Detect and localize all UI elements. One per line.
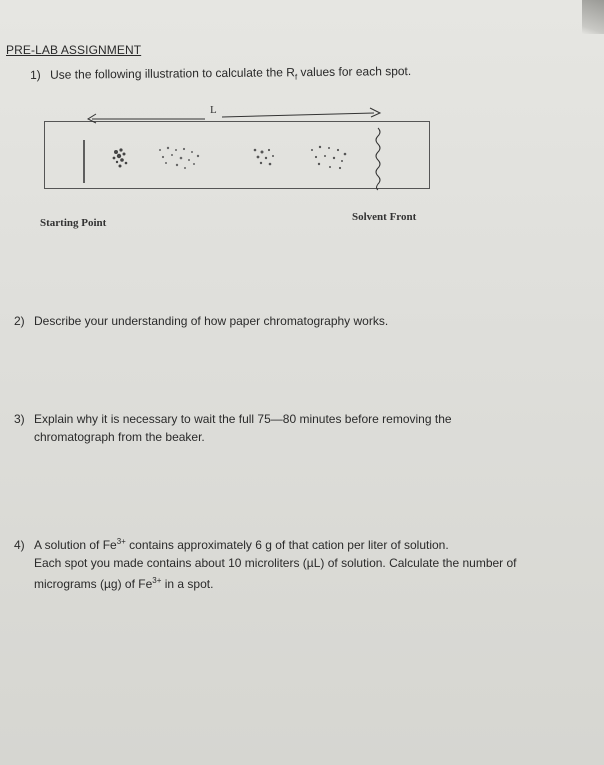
question-4-line-3a: micrograms (µg) of Fe <box>34 577 153 591</box>
question-2-text: Describe your understanding of how paper chromatography works. <box>34 314 389 328</box>
length-arrow <box>88 108 380 123</box>
question-1-subscript: f <box>294 72 298 82</box>
starting-point-label: Starting Point <box>40 217 107 229</box>
spot-4 <box>311 146 346 169</box>
solvent-front-label: Solvent Front <box>352 211 417 223</box>
question-4-superscript-1: 3+ <box>116 537 126 546</box>
question-1-text-b: values for each spot. <box>297 64 412 80</box>
question-1-text-a: Use the following illustration to calculate the R <box>50 65 295 82</box>
page-heading: PRE-LAB ASSIGNMENT <box>6 43 142 57</box>
question-3 <box>14 410 554 446</box>
question-1-number: 1) <box>30 67 41 82</box>
length-label: L <box>210 104 217 116</box>
question-3-line-1: Explain why it is necessary to wait the full 75—80 minutes before removing the <box>34 412 452 426</box>
question-2 <box>14 312 388 330</box>
question-4-line-3b: in a spot. <box>161 577 214 591</box>
solvent-front-line <box>376 128 380 190</box>
question-4-superscript-2: 3+ <box>152 576 162 585</box>
question-4 <box>14 533 599 593</box>
question-4-line-2: Each spot you made contains about 10 microliters (µL) of solution. Calculate the number of <box>34 556 517 570</box>
question-2-number: 2) <box>14 314 25 328</box>
question-4-number: 4) <box>14 538 25 552</box>
spot-1 <box>113 148 128 167</box>
question-4-line-1b: contains approximately 6 g of that cation per liter of solution. <box>125 538 449 552</box>
question-3-number: 3) <box>14 412 25 426</box>
spot-2 <box>159 147 199 169</box>
question-3-line-2: chromatograph from the beaker. <box>34 430 205 444</box>
spot-3 <box>254 149 274 166</box>
question-4-line-1a: A solution of Fe <box>34 538 117 552</box>
